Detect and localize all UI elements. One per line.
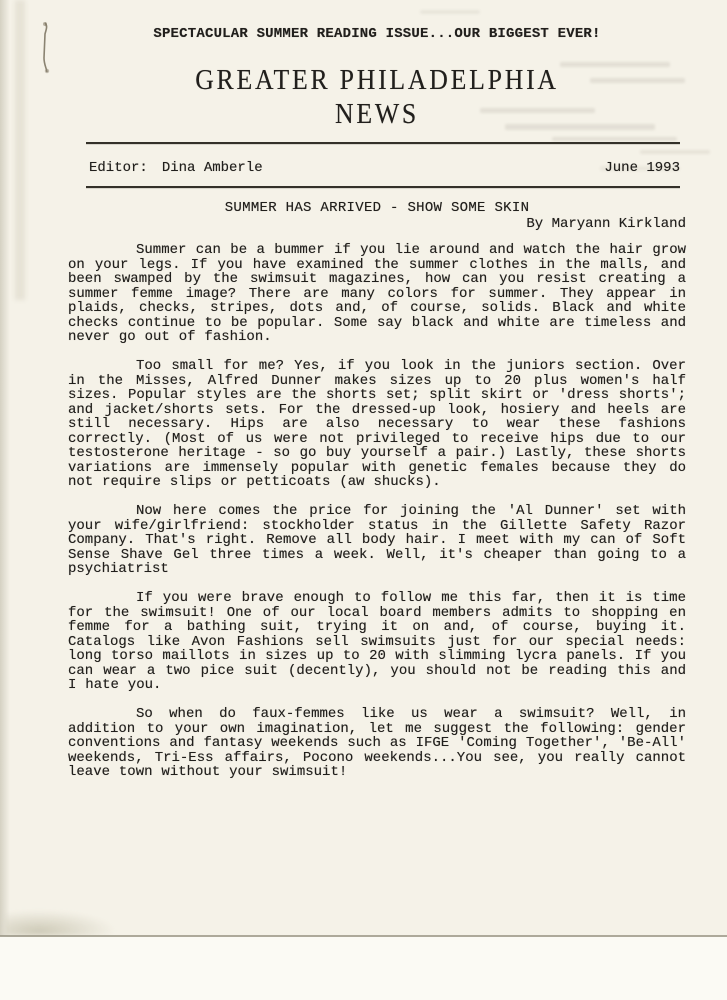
editor-name: Dina Amberle: [161, 160, 263, 176]
divider-top: [86, 142, 680, 144]
article-byline: By Maryann Kirkland: [526, 216, 686, 232]
scan-artifact-smudge: [420, 10, 480, 14]
article-paragraph: Summer can be a bummer if you lie around and watch the hair grow on your legs. If you have examined the summer clothes in the malls, and been swamped by the swimsuit magazines, how can you resist creating a summer femme image? There are many colors for summer. They appear in plaids, checks, stripes, dots and, of course, solids. Black and white checks continue to be popular. Some say black and white are timeless and never go out of fashion.: [68, 242, 686, 345]
masthead-line1: GREATER PHILADELPHIA: [195, 65, 559, 96]
scan-artifact-left-edge: [0, 0, 10, 936]
meta-row: [89, 159, 680, 177]
masthead: [68, 64, 686, 132]
editor-label: Editor:: [89, 160, 148, 176]
article-paragraph: If you were brave enough to follow me this far, then it is time for the swimsuit! One of our local board members admits to shopping en femme for a bathing suit, trying it on and, of course, buying it. Catalogs like Avon Fashions sell swimsuits just for our special needs: long torso maillots in sizes up to 20 with slimming lycra panels. If you can wear a two pice suit (decently), you should not be reading this and I hate you.: [68, 590, 686, 693]
article-title: SUMMER HAS ARRIVED - SHOW SOME SKIN: [224, 200, 530, 216]
scanner-background: [0, 937, 727, 1000]
article-paragraph: Too small for me? Yes, if you look in the juniors section. Over in the Misses, Alfred Dunner makes sizes up to 20 plus women's half sizes. Popular styles are the shorts set; split skirt or 'dress shorts'; and jacket/shorts sets. For the dressed-up look, hosiery and heels are still necessary. Hips are also necessary to wear these fashions correctly. (Most of us were not privileged to receive hips due to our testosterone heritage - so go buy yourself a pair.) Lastly, these shorts variations are immensely popular with genetic females because they do not require slips or petticoats (aw shucks).: [68, 358, 686, 490]
article-paragraph: So when do faux-femmes like us wear a swimsuit? Well, in addition to your own imagination, let me suggest the following: gender conventions and fantasy weekends such as IFGE 'Coming Together', 'Be-All' weekends, Tri-Ess affairs, Pocono weekends...You see, you really cannot leave town without your swimsuit!: [68, 706, 686, 780]
staple-mark: [39, 20, 53, 81]
issue-date: June 1993: [604, 160, 680, 176]
scan-artifact-corner: [6, 910, 116, 936]
divider-bottom: [86, 186, 680, 188]
scan-artifact-smudge: [552, 137, 677, 141]
scan-artifact-smudge: [640, 150, 710, 154]
scan-artifact-left-crease: [15, 0, 25, 300]
article-body: [68, 243, 686, 780]
masthead-line2: NEWS: [334, 99, 420, 130]
article-paragraph: Now here comes the price for joining the 'Al Dunner' set with your wife/girlfriend: stockholder status in the Gillette Safety Razor Company. That's right. Remove all body hair. I meet with my can of Soft Sense Shave Gel three times a week. Well, it's cheaper than going to a psychiatrist: [68, 503, 686, 577]
issue-banner: SPECTACULAR SUMMER READING ISSUE...OUR BIGGEST EVER!: [153, 26, 601, 42]
